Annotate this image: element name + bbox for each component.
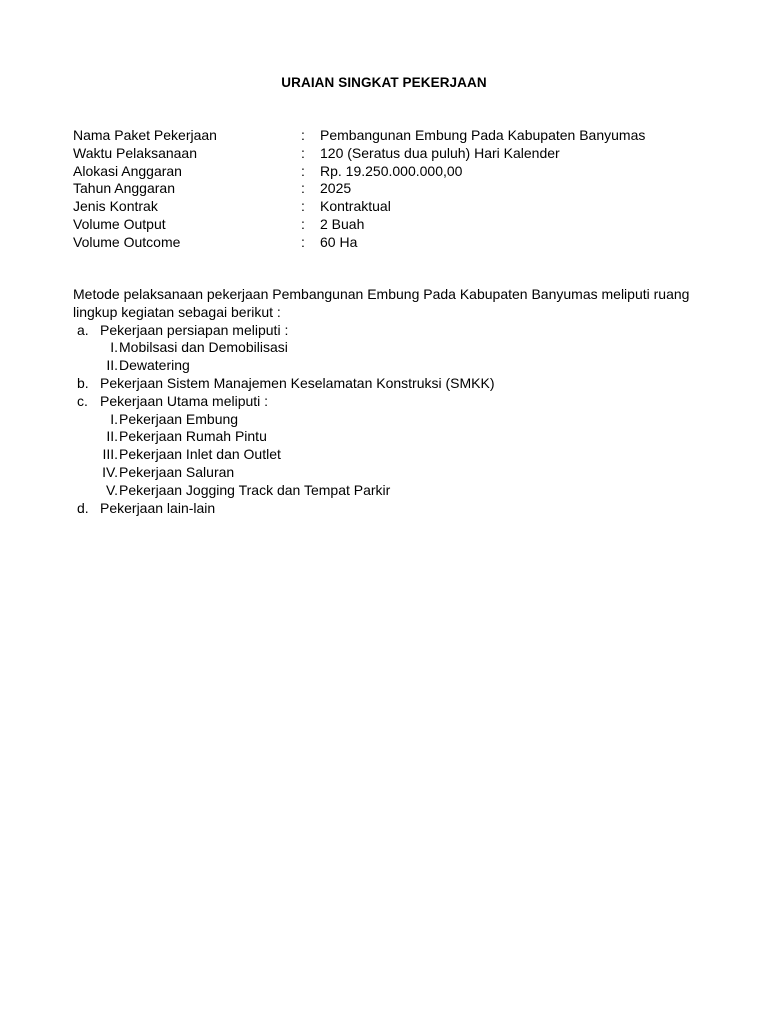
info-value: 60 Ha (320, 233, 358, 250)
outline-subitem (73, 339, 713, 357)
outline-subitem (73, 357, 713, 375)
info-label: Alokasi Anggaran (73, 162, 182, 179)
document-title: URAIAN SINGKAT PEKERJAAN (281, 75, 487, 90)
outline-marker: c. (77, 392, 88, 409)
info-colon: : (301, 180, 305, 197)
info-value: 120 (Seratus dua puluh) Hari Kalender (320, 144, 560, 161)
info-label: Volume Output (73, 215, 166, 232)
outline-subitem (73, 428, 713, 446)
outline-marker: I. (110, 410, 118, 427)
info-row-contract-type (73, 198, 713, 216)
info-label: Waktu Pelaksanaan (73, 144, 197, 161)
scope-outline (73, 322, 713, 518)
outline-subitem (73, 482, 713, 500)
outline-marker: IV. (102, 463, 118, 480)
info-row-volume-outcome (73, 234, 713, 252)
outline-subitem (73, 446, 713, 464)
info-row-fiscal-year (73, 180, 713, 198)
info-label: Volume Outcome (73, 233, 181, 250)
info-colon: : (301, 144, 305, 161)
intro-paragraph: Metode pelaksanaan pekerjaan Pembangunan Embung Pada Kabupaten Banyumas meliputi ruang lingkup kegiatan sebagai berikut : (73, 286, 690, 320)
outline-marker: V. (106, 481, 118, 498)
info-value: Rp. 19.250.000.000,00 (320, 162, 463, 179)
outline-text: Pekerjaan Rumah Pintu (119, 428, 267, 445)
outline-marker: II. (106, 357, 118, 374)
outline-marker: II. (106, 428, 118, 445)
outline-item-a (73, 322, 713, 340)
info-colon: : (301, 162, 305, 179)
info-row-budget (73, 163, 713, 181)
info-row-volume-output (73, 216, 713, 234)
info-value: 2025 (320, 180, 352, 197)
info-colon: : (301, 233, 305, 250)
info-value: 2 Buah (320, 215, 365, 232)
outline-marker: III. (102, 446, 118, 463)
info-label: Jenis Kontrak (73, 198, 158, 215)
info-label: Nama Paket Pekerjaan (73, 127, 217, 143)
outline-item-d (73, 500, 713, 518)
outline-text: Pekerjaan Inlet dan Outlet (119, 446, 281, 463)
info-value: Kontraktual (320, 198, 391, 215)
info-value: Pembangunan Embung Pada Kabupaten Banyumas (320, 127, 646, 143)
outline-text: Pekerjaan Utama meliputi : (100, 392, 269, 409)
project-info-table (73, 127, 713, 252)
info-colon: : (301, 215, 305, 232)
info-colon: : (301, 127, 305, 143)
outline-text: Pekerjaan Sistem Manajemen Keselamatan Konstruksi (SMKK) (100, 374, 495, 391)
outline-item-c (73, 393, 713, 411)
outline-text: Dewatering (119, 357, 190, 374)
outline-text: Mobilsasi dan Demobilisasi (119, 339, 288, 356)
outline-subitem (73, 464, 713, 482)
info-colon: : (301, 198, 305, 215)
outline-text: Pekerjaan Embung (119, 410, 239, 427)
info-row-package-name (73, 127, 713, 145)
outline-marker: b. (77, 374, 89, 391)
outline-marker: a. (77, 321, 89, 338)
info-label: Tahun Anggaran (73, 180, 175, 197)
outline-marker: I. (110, 339, 118, 356)
outline-text: Pekerjaan persiapan meliputi : (100, 321, 289, 338)
outline-text: Pekerjaan lain-lain (100, 499, 216, 516)
outline-subitem (73, 411, 713, 429)
outline-text: Pekerjaan Jogging Track dan Tempat Parkir (119, 481, 391, 498)
outline-text: Pekerjaan Saluran (119, 463, 235, 480)
info-row-duration (73, 145, 713, 163)
outline-item-b (73, 375, 713, 393)
outline-marker: d. (77, 499, 89, 516)
